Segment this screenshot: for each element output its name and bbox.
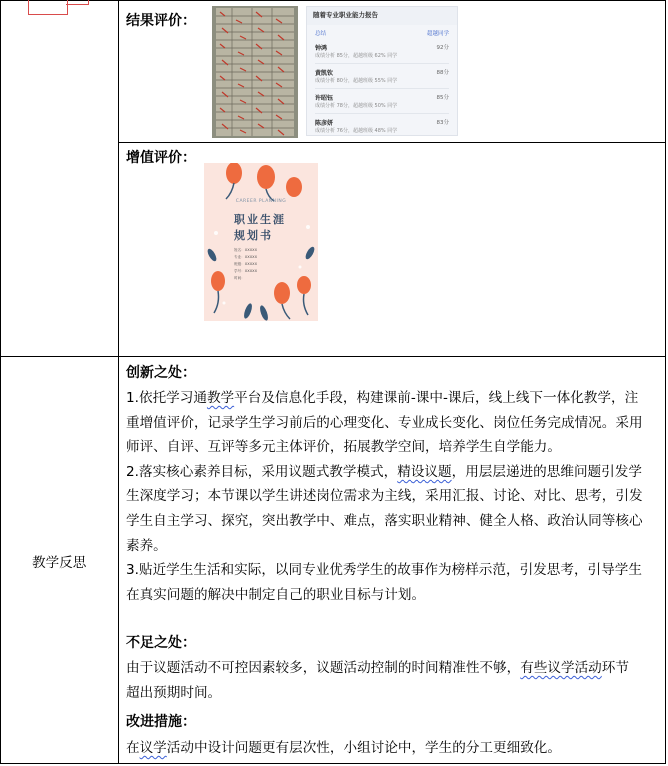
report-row-detail: 成绩分析 78分，超越班级 50% 同学 [315,103,398,109]
poster-info-line: 姓名：XXXXX [234,248,258,252]
corner-marker [28,0,68,15]
column-divider [118,0,119,764]
report-header [307,7,457,25]
poster-info-line: 班级：XXXXX [234,262,258,266]
report-row [315,93,449,114]
text-line: 1.依托学习通教学平台及信息化手段，构建课前-课中-课后，线上线下一体化教学，注 [126,390,639,406]
table-border-right [665,0,666,764]
poster-title-line1: 职业生涯 [234,213,286,226]
innovation-heading: 创新之处： [126,365,196,381]
grade-sheet-photo [212,6,298,138]
text-line: 学生自主学习、探究，突出教学中、难点，落实职业精神、健全人格、政治认同等核心 [126,512,643,529]
text-line: 由于议题活动不可控因素较多，议题活动控制的时间精准性不够，有些议学活动环节 [126,660,629,676]
text-line: 素养。 [126,537,167,554]
report-row-detail: 成绩分析 80分，超越班级 55% 同学 [315,78,398,84]
report-tab-left: 总结 [315,31,327,37]
text-line: 生深度学习；本节课以学生讲述岗位需求为主线，采用汇报、讨论、对比、思考，引发 [126,488,643,505]
report-row-name: 钟鸿 [315,45,328,52]
table-border-left [0,0,1,764]
poster-info [234,247,257,282]
text-line: 超出预期时间。 [126,684,222,701]
report-row-score: 85分 [436,95,449,101]
table-border-bottom [0,763,666,764]
improvement-paragraph [126,736,658,761]
text-line: 在议学活动中设计问题更有层次性，小组讨论中，学生的分工更细致化。 [126,740,561,756]
reflection-row-label: 教学反思 [32,555,87,571]
result-eval-heading: 结果评价： [126,13,196,29]
poster-title-line2: 规划书 [234,229,273,242]
value-eval-heading: 增值评价： [126,150,196,166]
report-row-name: 许昭钰 [315,95,334,102]
text-line: 重增值评价，记录学生学习前后的心理变化、专业成长变化、岗位任务完成情况。采用 [126,414,643,431]
improvement-heading: 改进措施： [126,714,196,730]
report-row-score: 92分 [436,45,449,51]
report-row [315,43,449,64]
shortcoming-heading: 不足之处： [126,635,196,651]
text-line: 3.贴近学生生活和实际，以同专业优秀学生的故事作为榜样示范，引发思考，引导学生 [126,562,642,579]
report-title: 随着专业职业能力报告 [313,11,378,19]
report-tabs [315,29,449,39]
row-divider-2 [0,356,666,357]
career-planning-poster [204,163,318,321]
report-row-score: 83分 [436,120,449,126]
ability-report-screenshot [306,6,458,136]
text-line: 师评、自评、互评等多元主体评价，拓展教学空间，培养学生自学能力。 [126,439,561,456]
poster-info-line: 专业：XXXXX [234,255,258,259]
report-tab-right: 超越同学 [426,31,449,37]
report-row-detail: 成绩分析 85分，超越班级 62% 同学 [315,53,398,59]
report-row-name: 陈彦妍 [315,120,334,127]
report-row-name: 黄凯钦 [315,70,334,77]
table-border-top [0,0,666,1]
poster-info-line: 学号：XXXXX [234,269,258,273]
poster-info-line: 时间： [234,276,245,280]
report-row [315,68,449,89]
report-row-detail: 成绩分析 76分，超越班级 48% 同学 [315,128,398,134]
report-row [315,118,449,136]
report-row-score: 88分 [436,70,449,76]
corner-marker-tab [66,0,89,5]
poster-caption: CAREER PLANNING [235,199,287,204]
text-line: 在真实问题的解决中制定自己的职业目标与计划。 [126,586,426,603]
row-divider-1 [118,142,666,143]
text-line: 2.落实核心素养目标，采用议题式教学模式，精设议题，用层层递进的思维问题引发学 [126,463,642,480]
shortcoming-paragraph [126,656,658,705]
innovation-paragraph [126,386,658,607]
